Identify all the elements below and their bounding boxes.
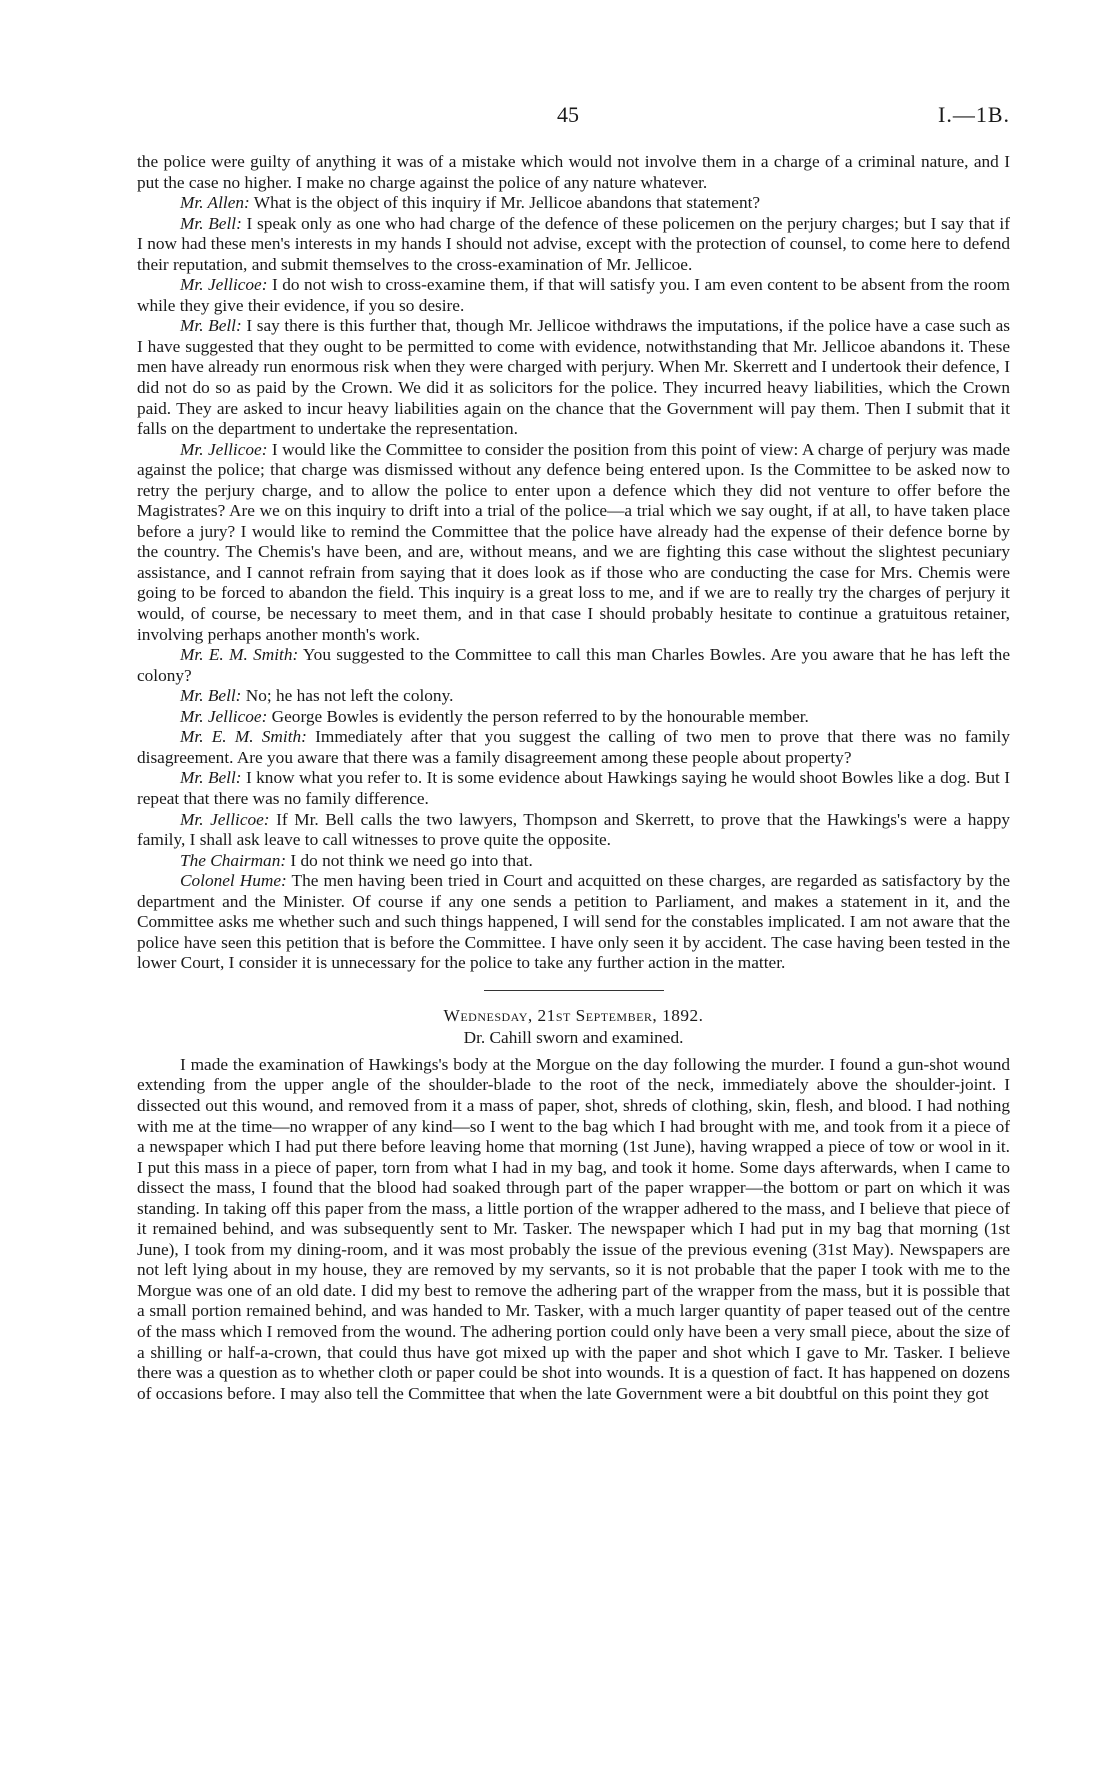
- paragraph-text: I do not wish to cross-examine them, if that will satisfy you. I am even content to be absent from the room while they give their evidence, if you so desire.: [137, 275, 1010, 315]
- speaker-name: Mr. Allen:: [180, 193, 250, 213]
- speaker-name: Mr. Bell:: [180, 213, 242, 233]
- paragraph-testimony: I made the examination of Hawkings's body at the Morgue on the day following the murder. I found a gun-shot wound extending from the upper angle of the shoulder-blade to the root of the neck, immediately above the shoulder-joint. I dissected out this wound, and removed from it a mass of paper, shot, shreds of clothing, skin, flesh, and blood. I had nothing with me at the time—no wrapper of any kind—so I went to the bag which I had brought with me, and took from it a piece of a newspaper which I had put there before leaving home that morning (1st June), having wrapped a piece of tow or wool in it. I put this mass in a piece of paper, torn from what I had in my bag, and took it home. Some days afterwards, when I came to dissect the mass, I found that the blood had soaked through part of the paper wrapper—the bottom or part on which it was standing. In taking off this paper from the mass, a little portion of the wrapper adhered to the mass, and I believe that piece of it remained behind, and was subsequently sent to Mr. Tasker. The newspaper which I had put in my bag that morning (1st June), I took from my dining-room, and it was most probably the issue of the previous evening (31st May). Newspapers are not left lying about in my house, they are removed by my servants, so it is not probable that the paper I took with me to the Morgue was one of an old date. I did my best to remove the adhering part of the wrapper from the mass, but it is possible that a small portion remained behind, and was handed to Mr. Tasker, with a much larger quantity of paper teased out of the centre of the mass which I removed from the wound. The adhering portion could only have been a very small piece, about the size of a shilling or half-a-crown, that could thus have got mixed up with the paper and shot which I gave to Mr. Tasker. I believe there was a question as to whether cloth or paper could be shot into wounds. It is a question of fact. It has happened on dozens of occasions before. I may also tell the Committee that when the late Government were a bit doubtful on this point they got: [137, 1054, 1010, 1403]
- paragraph-text: You suggested to the Committee to call this man Charles Bowles. Are you aware that he has left the colony?: [137, 645, 1010, 685]
- speaker-name: Mr. E. M. Smith:: [180, 727, 307, 747]
- series-reference: I.—1B.: [938, 102, 1010, 127]
- paragraph-jellicoe: [137, 275, 1010, 316]
- speaker-name: Mr. Jellicoe:: [180, 706, 268, 726]
- paragraph-hume: [137, 871, 1010, 974]
- paragraph-continuation: [137, 152, 1010, 193]
- paragraph-text: I do not think we need go into that.: [286, 850, 533, 870]
- paragraph-bell: [137, 686, 1010, 707]
- paragraph-text: I know what you refer to. It is some evidence about Hawkings saying he would shoot Bowles like a dog. But I repeat that there was no family difference.: [137, 768, 1010, 808]
- paragraph-text: I would like the Committee to consider the position from this point of view: A charge of perjury was made against the police; that charge was dismissed without any defence being entered upon. Is the Committee to be asked now to retry the perjury charge, and to allow the police to enter upon a defence which they did not venture to offer before the Magistrates? Are we on this inquiry to drift into a trial of the police—a trial which we say ought, if at all, to have taken place before a jury? I would like to remind the Committee that the police have already had the expense of their defence borne by the country. The Chemis's have been, and are, without means, and we are fighting this case without the slightest pecuniary assistance, and I cannot refrain from saying that it does look as if those who are conducting the case for Mrs. Chemis were going to be forced to abandon the field. This inquiry is a great loss to me, and if we are to really try the charges of perjury it would, of course, be necessary to meet them, and in that case I should probably hesitate to continue a gratuitous retainer, involving perhaps another month's work.: [137, 439, 1010, 644]
- paragraph-text: If Mr. Bell calls the two lawyers, Thompson and Skerrett, to prove that the Hawkings's were a happy family, I shall ask leave to call witnesses to prove quite the opposite.: [137, 809, 1010, 850]
- paragraph-text: George Bowles is evidently the person referred to by the honourable member.: [267, 706, 809, 726]
- body-text: [137, 152, 1010, 1404]
- paragraph-chairman: [137, 851, 1010, 872]
- page-number: 45: [557, 102, 579, 127]
- section-divider: [484, 990, 664, 991]
- speaker-name: Mr. Jellicoe:: [180, 439, 268, 459]
- paragraph-text: I speak only as one who had charge of the defence of these policemen on the perjury charges; but I say that if I now had these men's interests in my hands I should not advise, except with the protection of counsel, to come here to defend their reputation, and submit themselves to the cross-examination of Mr. Jellicoe.: [137, 213, 1010, 274]
- paragraph-bell: [137, 768, 1010, 809]
- paragraph-bell: [137, 214, 1010, 276]
- date-heading: Wednesday, 21st September, 1892.: [443, 1005, 704, 1025]
- paragraph-smith: [137, 645, 1010, 686]
- paragraph-jellicoe: [137, 810, 1010, 851]
- paragraph-allen: [137, 193, 1010, 214]
- speaker-name: Mr. Jellicoe:: [180, 275, 268, 295]
- speaker-name: Mr. Bell:: [180, 768, 242, 788]
- paragraph-smith: [137, 727, 1010, 768]
- speaker-name: Mr. Jellicoe:: [180, 809, 270, 829]
- speaker-name: Colonel Hume:: [180, 871, 287, 891]
- paragraph-text: The men having been tried in Court and acquitted on these charges, are regarded as satisfactory by the department and the Minister. Of course if any one sends a petition to Parliament, and makes a statement in it, and the Committee asks me whether such and such things happened, I will send for the constables implicated. I am not aware that the police have seen this petition that is before the Committee. I have only seen it by accident. The case having been tested in the lower Court, I consider it is unnecessary for the police to take any further action in the matter.: [137, 871, 1010, 973]
- speaker-name: Mr. Bell:: [180, 316, 242, 336]
- paragraph-text: I say there is this further that, though Mr. Jellicoe withdraws the imputations, if the police have a case such as I have suggested that they ought to be permitted to come with evidence, notwithstanding that Mr. Jellicoe abandons it. These men have already run enormous risk when they were charged with perjury. When Mr. Skerrett and I undertook their defence, I did not do so as paid by the Crown. We did it as solicitors for the police. They incurred heavy liabilities, which the Crown paid. They are asked to incur heavy liabilities again on the chance that the Government will pay them. Then I submit that it falls on the department to undertake the representation.: [137, 316, 1010, 439]
- speaker-name: Mr. E. M. Smith:: [180, 645, 299, 665]
- running-head: [0, 102, 1114, 132]
- paragraph-jellicoe: [137, 440, 1010, 645]
- paragraph-text: the police were guilty of anything it was of a mistake which would not involve them in a charge of a criminal nature, and I put the case no higher. I make no charge against the police of any nature whatever.: [137, 152, 1010, 192]
- witness-heading: Dr. Cahill sworn and examined.: [463, 1027, 684, 1047]
- paragraph-text: What is the object of this inquiry if Mr. Jellicoe abandons that statement?: [249, 193, 761, 213]
- paragraph-text: No; he has not left the colony.: [241, 686, 454, 706]
- speaker-name: The Chairman:: [180, 850, 287, 870]
- speaker-name: Mr. Bell:: [180, 686, 242, 706]
- paragraph-bell: [137, 316, 1010, 439]
- paragraph-jellicoe: [137, 707, 1010, 728]
- paragraph-text: Immediately after that you suggest the calling of two men to prove that there was no family disagreement. Are you aware that there was a family disagreement among these people about property?: [137, 727, 1011, 767]
